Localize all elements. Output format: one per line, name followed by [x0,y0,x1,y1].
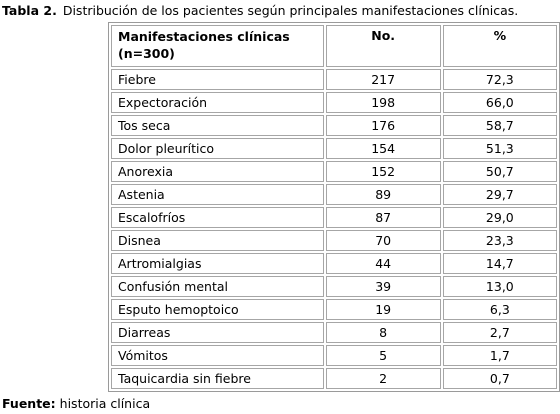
row-name: Tos seca [111,115,324,136]
row-name: Diarreas [111,322,324,343]
row-count: 176 [326,115,441,136]
table-row [111,161,557,182]
table-row [111,368,557,389]
row-count: 217 [326,69,441,90]
source-label: Fuente: [2,396,56,411]
table-row [111,207,557,228]
row-name: Anorexia [111,161,324,182]
row-count: 89 [326,184,441,205]
row-count: 19 [326,299,441,320]
caption-label: Tabla 2. [2,3,57,18]
table-row [111,253,557,274]
row-percent: 66,0 [443,92,557,113]
table-row [111,69,557,90]
row-count: 198 [326,92,441,113]
table-row [111,184,557,205]
row-percent: 6,3 [443,299,557,320]
row-count: 154 [326,138,441,159]
row-percent: 29,7 [443,184,557,205]
table-row [111,299,557,320]
row-count: 87 [326,207,441,228]
header-percent: % [443,25,557,67]
row-name: Disnea [111,230,324,251]
row-name: Artromialgias [111,253,324,274]
row-percent: 0,7 [443,368,557,389]
table-row [111,92,557,113]
row-count: 5 [326,345,441,366]
row-percent: 2,7 [443,322,557,343]
header-manifestations [111,25,324,67]
row-count: 70 [326,230,441,251]
row-percent: 14,7 [443,253,557,274]
row-count: 2 [326,368,441,389]
table-row [111,115,557,136]
row-percent: 23,3 [443,230,557,251]
row-percent: 29,0 [443,207,557,228]
table-row [111,230,557,251]
row-count: 8 [326,322,441,343]
row-percent: 72,3 [443,69,557,90]
row-percent: 1,7 [443,345,557,366]
row-name: Expectoración [111,92,324,113]
row-name: Dolor pleurítico [111,138,324,159]
row-name: Taquicardia sin fiebre [111,368,324,389]
caption-text: Distribución de los pacientes según principales manifestaciones clínicas. [62,3,519,18]
manifestations-table [108,22,560,392]
table-row [111,345,557,366]
row-percent: 51,3 [443,138,557,159]
row-count: 39 [326,276,441,297]
row-name: Vómitos [111,345,324,366]
row-name: Escalofríos [111,207,324,228]
row-name: Esputo hemoptoico [111,299,324,320]
source-text: historia clínica [59,396,151,411]
header-manifestations-line2: (n=300) [118,46,175,61]
row-name: Confusión mental [111,276,324,297]
table-header-row [111,25,557,67]
table-caption [2,3,518,18]
table-row [111,276,557,297]
table-source [2,396,150,411]
row-percent: 50,7 [443,161,557,182]
row-name: Fiebre [111,69,324,90]
table-row [111,138,557,159]
header-manifestations-line1: Manifestaciones clínicas [118,29,290,44]
row-percent: 58,7 [443,115,557,136]
header-count: No. [326,25,441,67]
row-count: 44 [326,253,441,274]
table-row [111,322,557,343]
row-percent: 13,0 [443,276,557,297]
row-name: Astenia [111,184,324,205]
row-count: 152 [326,161,441,182]
